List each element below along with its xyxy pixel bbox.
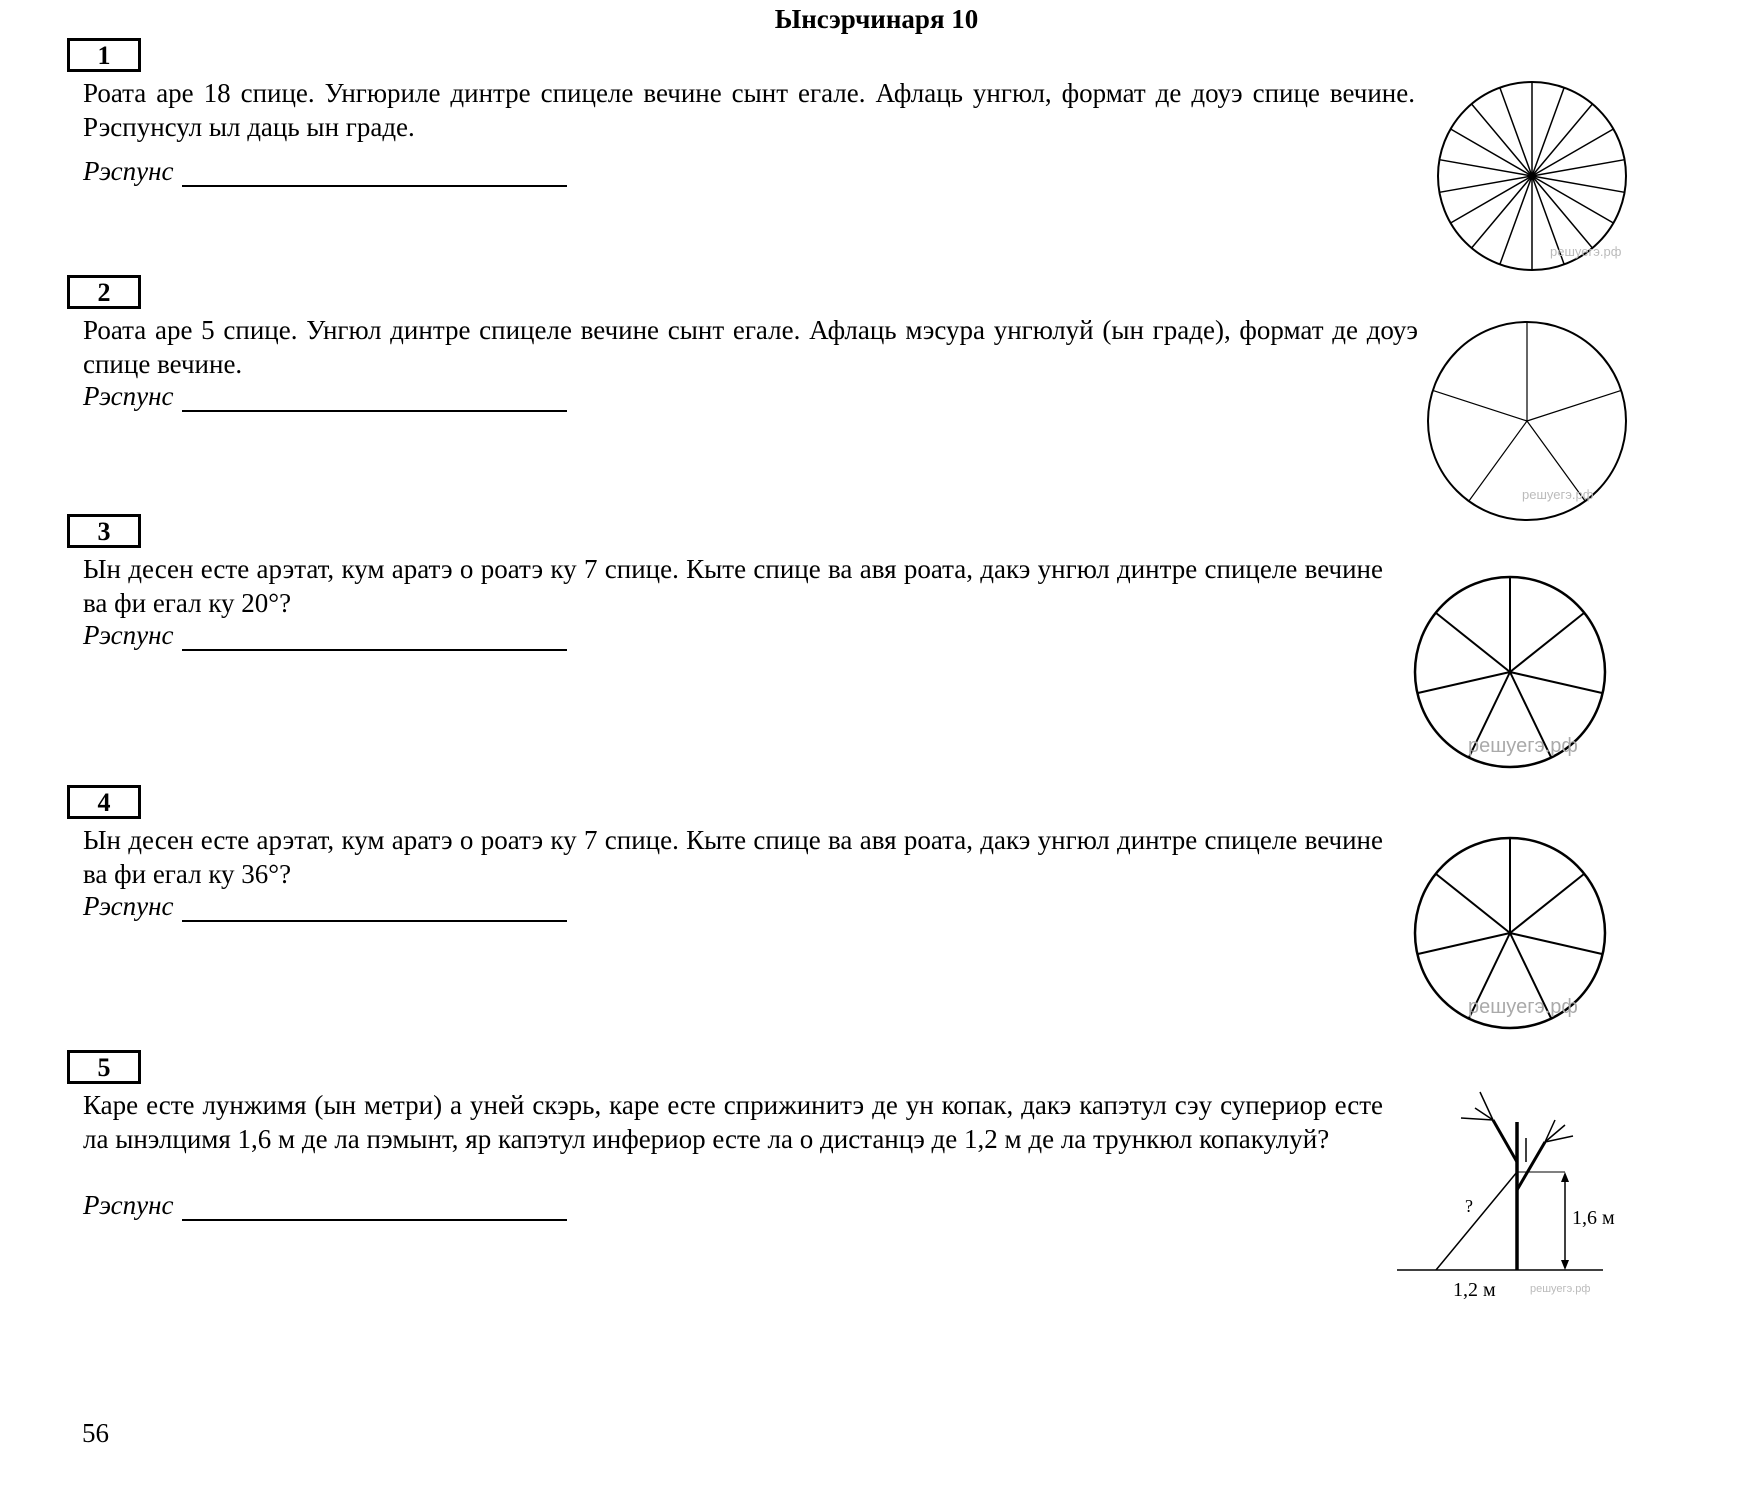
wheel-spoke <box>1532 88 1564 176</box>
watermark: решуегэ.рф <box>1468 996 1578 1018</box>
answer-label: Рэспунс <box>83 381 174 411</box>
arrow-head-down <box>1561 1260 1569 1270</box>
wheel-7-spokes-figure <box>1410 572 1610 772</box>
tree-branch <box>1493 1120 1517 1162</box>
task-text: Роата аре 5 спице. Унгюл динтре спицеле вечине сынт егале. Афлаць мэсура унгюлуй (ын граде), формат де доуэ спице вечине. <box>83 315 1418 379</box>
answer-row <box>83 156 567 187</box>
task-number-box: 3 <box>67 514 141 548</box>
task-number-box: 4 <box>67 785 141 819</box>
answer-label: Рэспунс <box>83 1190 174 1220</box>
wheel-spoke <box>1510 874 1584 933</box>
answer-label: Рэспунс <box>83 156 174 186</box>
wheel-spoke <box>1532 104 1592 176</box>
watermark: решуегэ.рф <box>1468 735 1578 757</box>
wheel-spoke <box>1417 933 1510 954</box>
wheel-spoke <box>1472 104 1532 176</box>
wheel-spoke <box>1510 613 1584 672</box>
task-text: Ын десен есте арэтат, кум аратэ о роатэ ку 7 спице. Кыте спице ва авя роата, дакэ унгюл динтре спицеле вечине ва фи егал ку 36°? <box>83 825 1383 889</box>
tree-ladder-figure <box>1395 1080 1635 1305</box>
answer-row <box>83 1190 567 1221</box>
wheel-spoke <box>1472 176 1532 248</box>
height-label: 1,6 м <box>1572 1207 1615 1229</box>
answer-line[interactable] <box>182 623 567 651</box>
task-text: Роата аре 18 спице. Унгюриле динтре спицеле вечине сынт егале. Афлаць унгюл, формат де доуэ спице вечине. Рэспунсул ыл даць ын граде. <box>83 78 1415 142</box>
task-text: Каре есте лунжимя (ын метри) а уней скэрь, каре есте сприжинитэ де ун копак, дакэ капэтул сэу супериор есте ла ынэлцимя 1,6 м де ла пэмынт, яр капэтул инфериор есте ла о дистанцэ де 1,2 м де ла трункюл копакулуй? <box>83 1090 1383 1154</box>
wheel-spoke <box>1510 933 1603 954</box>
wheel-spoke <box>1436 613 1510 672</box>
page-title: Ынсэрчинаря 10 <box>774 4 979 34</box>
wheel-spokes <box>1439 82 1624 270</box>
task-number-box: 5 <box>67 1050 141 1084</box>
wheel-7-spokes-figure <box>1410 833 1610 1033</box>
wheel-spoke <box>1527 390 1621 421</box>
answer-row <box>83 620 567 651</box>
wheel-spoke <box>1417 672 1510 693</box>
wheel-18-spokes-figure <box>1432 76 1632 276</box>
wheel-spoke <box>1500 88 1532 176</box>
wheel-spoke <box>1433 390 1527 421</box>
answer-line[interactable] <box>182 1193 567 1221</box>
watermark: решуегэ.рф <box>1550 244 1622 259</box>
tree-branch <box>1517 1142 1545 1190</box>
answer-row <box>83 891 567 922</box>
wheel-spoke <box>1469 421 1527 501</box>
answer-line[interactable] <box>182 894 567 922</box>
answer-label: Рэспунс <box>83 620 174 650</box>
ladder-line <box>1436 1172 1517 1270</box>
wheel-spoke <box>1436 874 1510 933</box>
tree-twig <box>1461 1118 1493 1120</box>
page-number: 56 <box>82 1418 109 1448</box>
wheel-spokes <box>1433 322 1621 501</box>
task-number-box: 2 <box>67 275 141 309</box>
task-text: Ын десен есте арэтат, кум аратэ о роатэ ку 7 спице. Кыте спице ва авя роата, дакэ унгюл динтре спицеле вечине ва фи егал ку 20°? <box>83 554 1383 618</box>
wheel-spoke <box>1510 672 1603 693</box>
answer-label: Рэспунс <box>83 891 174 921</box>
answer-line[interactable] <box>182 159 567 187</box>
wheel-spoke <box>1500 176 1532 264</box>
wheel-5-spokes-figure <box>1422 316 1632 526</box>
wheel-spoke <box>1532 176 1592 248</box>
answer-row <box>83 381 567 412</box>
watermark: решуегэ.рф <box>1530 1283 1591 1295</box>
answer-line[interactable] <box>182 384 567 412</box>
arrow-head-up <box>1561 1172 1569 1182</box>
base-label: 1,2 м <box>1453 1279 1496 1301</box>
unknown-label: ? <box>1465 1196 1473 1216</box>
watermark: решуегэ.рф <box>1522 487 1594 502</box>
task-number-box: 1 <box>67 38 141 72</box>
